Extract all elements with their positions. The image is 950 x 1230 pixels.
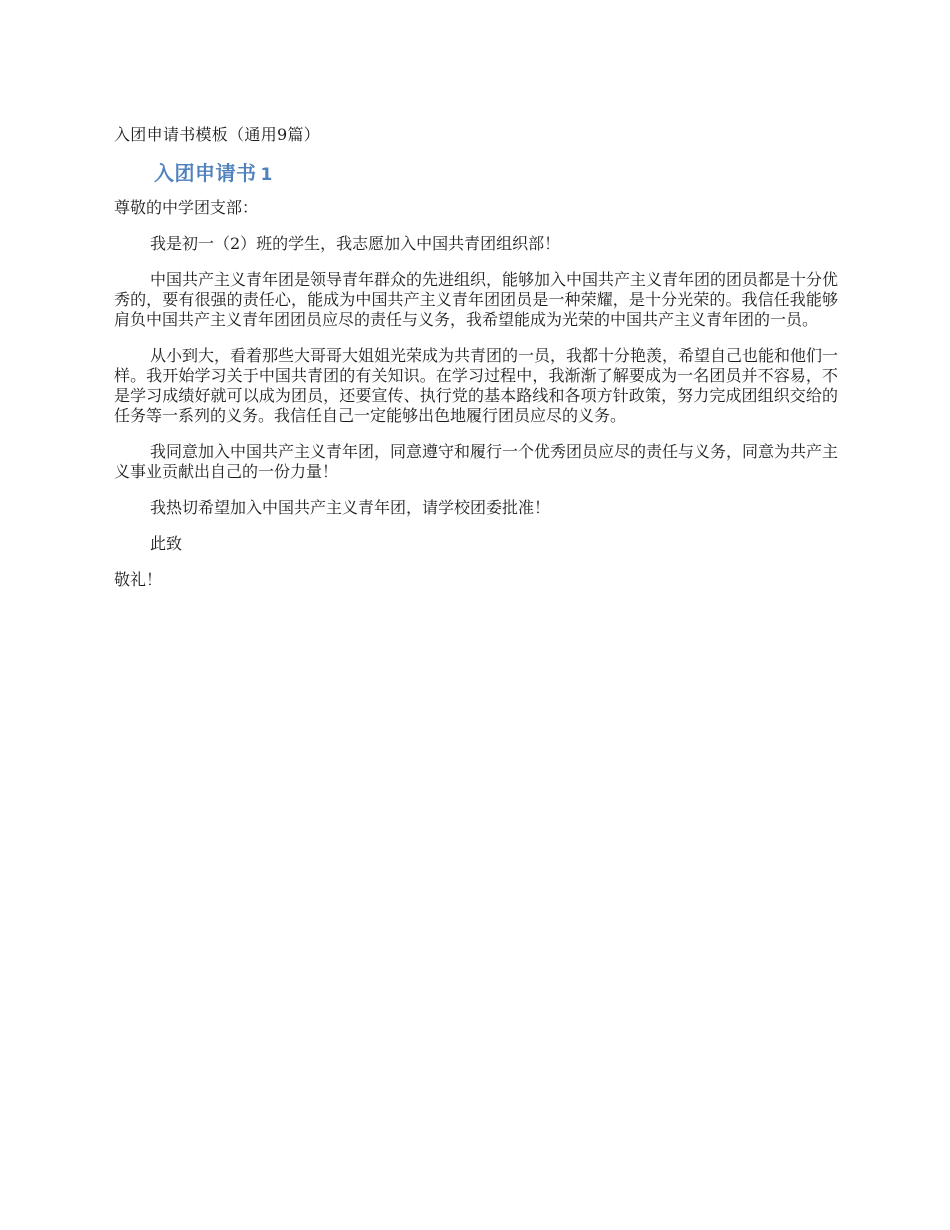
closing-regards: 敬礼！	[114, 570, 163, 589]
salutation: 尊敬的中学团支部：	[114, 198, 259, 217]
paragraph-motivation: 从小到大，看着那些大哥哥大姐姐光荣成为共青团的一员，我都十分艳羡，希望自己也能和他们一样。我开始学习关于中国共青团的有关知识。在学习过程中，我渐渐了解要成为一名团员并不容易，不是学习成绩好就可以成为团员，还要宣传、执行党的基本路线和各项方针政策，努力完成团组织交给的任务等一系列的义务。我信任自己一定能够出色地履行团员应尽的义务。	[114, 346, 839, 425]
paragraph-commitment: 我同意加入中国共产主义青年团，同意遵守和履行一个优秀团员应尽的责任与义务，同意为共产主义事业贡献出自己的一份力量！	[114, 442, 839, 481]
paragraph-about-league: 中国共产主义青年团是领导青年群众的先进组织，能够加入中国共产主义青年团的团员都是十分优秀的，要有很强的责任心，能成为中国共产主义青年团团员是一种荣耀，是十分光荣的。我信任我能够肩负中国共产主义青年团团员应尽的责任与义务，我希望能成为光荣的中国共产主义青年团的一员。	[114, 270, 839, 329]
closing-line: 此致	[150, 534, 183, 553]
document-page	[114, 122, 838, 606]
document-title: 入团申请书模板（通用9篇）	[114, 125, 321, 144]
section-heading-number: 1	[260, 165, 273, 185]
paragraph-request: 我热切希望加入中国共产主义青年团，请学校团委批准！	[150, 498, 551, 517]
paragraph-intro: 我是初一（2）班的学生，我志愿加入中国共青团组织部！	[150, 234, 561, 253]
section-heading-text: 入团申请书	[154, 161, 257, 185]
section-heading	[154, 158, 838, 190]
